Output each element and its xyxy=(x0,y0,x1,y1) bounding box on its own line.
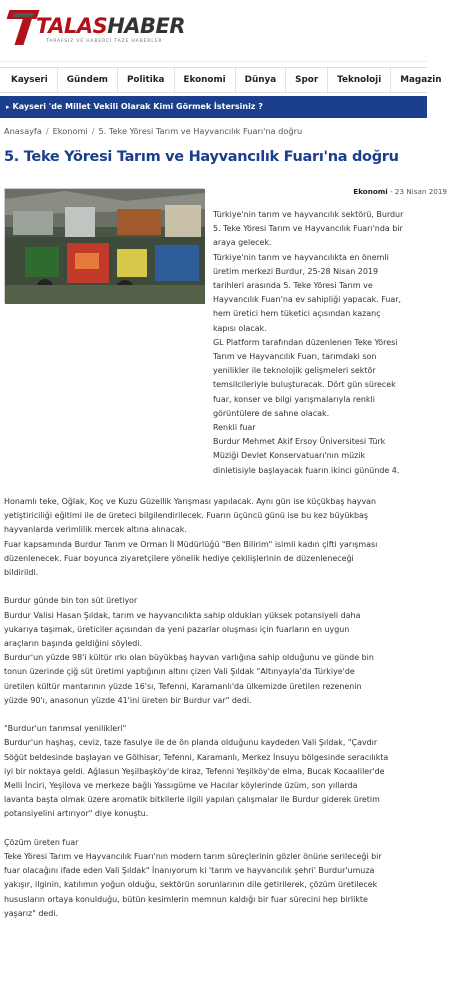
article-line: Tarım ve Hayvancılık Fuarı, tarımdaki son xyxy=(213,352,377,362)
nav-item-magazin[interactable]: Magazin xyxy=(400,75,442,85)
article-line: temsilcileriyle buluşturacak. Dört gün sürecek xyxy=(213,380,396,390)
article-line: hayvanlarda verimlilik mercek altına alınacak. xyxy=(4,525,187,535)
article-line: fuar, konser ve bilgi yarışmalarıyla renkli xyxy=(213,394,375,404)
article-line: Türkiye'nin tarım ve hayvancılıkta en önemli xyxy=(213,252,389,262)
article-line: tarihleri arasında 5. Teke Yöresi Tarım ve xyxy=(213,281,373,291)
breadcrumb-category[interactable]: Ekonomi xyxy=(52,126,88,136)
article-title: 5. Teke Yöresi Tarım ve Hayvancılık Fuarı'na doğru xyxy=(4,149,399,165)
breadcrumb-separator: / xyxy=(45,126,49,136)
article-line: yenilikler ile teknolojik gelişmeleri sektör xyxy=(213,366,376,376)
article-line: iyi bir noktaya geldi. Ağlasun Yeşilbaşköy'de kiraz, Tefenni Yeşilköy'de elma, Bucak Kocaaliler'de xyxy=(4,766,385,776)
article-line: Teke Yöresi Tarım ve Hayvancılık Fuarı'nın modern tarım süreçlerinin gözler önüne serileceği bir xyxy=(4,852,382,862)
article-line: Burdur'un yüzde 98'i kültür ırkı olan büyükbaş hayvan varlığına sahip olduğunu ve günde bin xyxy=(4,653,374,663)
news-ticker[interactable] xyxy=(0,96,427,118)
section-heading: Burdur günde bin ton süt üretiyor xyxy=(4,596,138,606)
article-line: yakışır, ilginin, katılımın yoğun olduğu, sektörün sorunlarının dile getirilerek, çözüm üretilecek xyxy=(4,880,378,890)
article-line: Honamlı teke, Oğlak, Koç ve Kuzu Güzellik Yarışması yapılacak. Aynı gün ise küçükbaş hayvan xyxy=(4,497,377,506)
article-line: tonun üzerinde çiğ süt üretimi yaptığının altını çizen Vali Şıldak "Altınyayla'da Türkiye'de xyxy=(4,667,355,677)
article-line: düzenlenecek. Fuar boyunca ziyaretçilere yönelik hediye çekilişlerinin de düzenleneceği xyxy=(4,553,354,563)
nav-item-kayseri[interactable]: Kayseri xyxy=(0,68,58,92)
logo-mark-icon xyxy=(8,8,38,46)
article-line: Melli İnciri, Yeşilova ve merkeze bağlı Yassıgüme ve Hacılar köylerinde üzüm, son yıllarda xyxy=(4,781,358,791)
article-line: Burdur'un haşhaş, ceviz, taze fasulye ile de ön planda olduğunu kaydeden Vali Şıldak, "Çavdır xyxy=(4,738,378,748)
paragraph-gap xyxy=(4,822,423,836)
breadcrumb-separator: / xyxy=(91,126,95,136)
article-line: Türkiye'nin tarım ve hayvancılık sektörü, Burdur xyxy=(213,210,404,219)
article-line: Söğüt beldesinde başlayan ve Gölhisar, Tefenni, Karamanlı, Merkez İnsuyu bölgesinde seracılıkta xyxy=(4,752,389,762)
article-line: bildirildi. xyxy=(4,568,39,578)
article-line: yukarıya taşımak, üreticiler açısından da yeni pazarlar oluşması için fuarların en uygun xyxy=(4,624,350,634)
article-line: hem üretici hem tüketici açısından kazanç xyxy=(213,309,381,319)
logo-tagline: TARAFSIZ VE HABERCİ TAZE HABERLER xyxy=(46,39,163,44)
article-line: Burdur Valisi Hasan Şıldak, tarım ve hayvancılıkta sahip oldukları yüksek potansiyeli daha xyxy=(4,610,361,620)
main-nav xyxy=(0,67,442,93)
section-heading: Çözüm üreten fuar xyxy=(4,837,79,847)
article-line: yetiştiriciliği eğitimi ile de üreteci bilgilendirilecek. Fuarın üçüncü günü ise bu kez büyükbaş xyxy=(4,511,369,521)
nav-item-gundem[interactable]: Gündem xyxy=(58,68,118,92)
ticker-text[interactable]: Kayseri 'de Millet Vekili Olarak Kimi Görmek İstersiniz ? xyxy=(12,102,263,111)
article-line: üretilen kültür mantarının yüzde 16'sı, Tefenni, Karamanlı'da ülkemizde üretilen rezenenin xyxy=(4,681,362,691)
article-line: dinletisiyle başlayacak fuarın ikinci gününde 4. xyxy=(213,465,400,475)
nav-item-politika[interactable]: Politika xyxy=(118,68,175,92)
article-photo xyxy=(4,188,204,303)
article-line: fuar olacağını ifade eden Vali Şıldak" İnanıyorum ki 'tarım ve hayvancılık şehri' Burdur'umuza xyxy=(4,866,375,876)
article-date: - 23 Nisan 2019 xyxy=(390,187,447,196)
nav-item-ekonomi[interactable]: Ekonomi xyxy=(175,68,236,92)
article-body xyxy=(4,495,423,921)
article-line: 5. Teke Yöresi Tarım ve Hayvancılık Fuarı'nda bir xyxy=(213,224,403,234)
article-line: yüzde 90'ı, anasonun yüzde 41'ini üreten bir Burdur var" dedi. xyxy=(4,695,252,705)
nav-item-dunya[interactable]: Dünya xyxy=(236,68,287,92)
section-heading: "Burdur'un tarımsal yenilikleri" xyxy=(4,724,127,734)
article-line: hususların ortaya konulduğu, bütün kesimlerin memnun kaldığı bir fuar sürecini hep birlikte xyxy=(4,894,368,904)
nav-item-spor[interactable]: Spor xyxy=(286,68,328,92)
paragraph-gap xyxy=(4,708,423,722)
article-line: araçların başında geldiğini söyledi. xyxy=(4,639,143,649)
site-logo[interactable] xyxy=(8,8,186,48)
nav-item-teknoloji[interactable]: Teknoloji xyxy=(328,68,391,92)
article-line: üretim merkezi Burdur, 25-28 Nisan 2019 xyxy=(213,266,379,276)
article-line: kapısı olacak. xyxy=(213,323,267,333)
article-line: GL Platform tarafından düzenlenen Teke Yöresi xyxy=(213,337,398,347)
article-intro-column xyxy=(213,208,423,478)
article-line: araya gelecek. xyxy=(213,238,272,248)
article-line: Hayvancılık Fuarı'na ev sahipliği yapacak. Fuar, xyxy=(213,295,402,305)
fair-photo-image xyxy=(5,189,205,304)
logo-wordmark: TALASHABER xyxy=(36,14,186,38)
article-meta xyxy=(353,187,447,196)
article-line: görüntülere de sahne olacak. xyxy=(213,408,330,418)
breadcrumb-current: 5. Teke Yöresi Tarım ve Hayvancılık Fuarı'na doğru xyxy=(98,126,303,136)
article-line: Burdur Mehmet Akif Ersoy Üniversitesi Türk xyxy=(213,437,386,447)
article-line: Müziği Devlet Konservatuarı'nın müzik xyxy=(213,451,366,461)
site-header xyxy=(0,0,427,62)
article-line: lavanta başta olmak üzere aromatik bitkilerle ilgili yapılan çalışmalar ile Burdur giderek üretim xyxy=(4,795,380,805)
breadcrumb xyxy=(4,126,302,136)
article-line: potansiyelini artırıyor" diye konuştu. xyxy=(4,809,149,819)
article-line: Renkli fuar xyxy=(213,423,256,433)
article-category[interactable]: Ekonomi xyxy=(353,187,388,196)
paragraph-gap xyxy=(4,580,423,594)
chevron-right-icon: ▸ xyxy=(6,103,10,111)
article-line: Fuar kapsamında Burdur Tarım ve Orman İl Müdürlüğü "Ben Bilirim" isimli kadın çifti yarışması xyxy=(4,539,378,549)
breadcrumb-home[interactable]: Anasayfa xyxy=(4,126,42,136)
article-line: yaşarız" dedi. xyxy=(4,908,59,918)
